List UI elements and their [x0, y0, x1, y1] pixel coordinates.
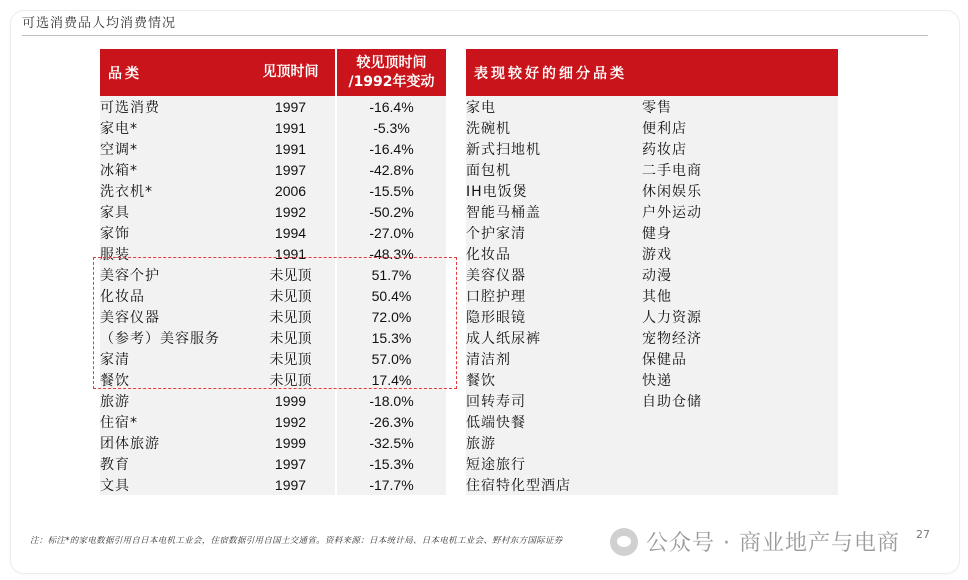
- category-name: 家具: [100, 201, 246, 222]
- table-row: [100, 285, 446, 306]
- peak-year: 1992: [246, 201, 336, 222]
- subcategory-left: 洗碗机: [466, 117, 642, 138]
- change-value: -32.5%: [336, 432, 446, 453]
- table-row: [466, 264, 838, 285]
- subcategory-left: 化妆品: [466, 243, 642, 264]
- subcategory-right: 宠物经济: [642, 327, 838, 348]
- subcategory-right: 自助仓储: [642, 390, 838, 411]
- header-category: 品类: [100, 49, 246, 96]
- table-row: [466, 453, 838, 474]
- category-name: 教育: [100, 453, 246, 474]
- peak-year: 未见顶: [246, 264, 336, 285]
- subcategory-left: IH电饭煲: [466, 180, 642, 201]
- peak-year: 1997: [246, 96, 336, 117]
- table-row: [100, 453, 446, 474]
- table-row: [466, 180, 838, 201]
- subcategory-right: 游戏: [642, 243, 838, 264]
- peak-year: 1991: [246, 243, 336, 264]
- header-change-line2: /1992年变动: [348, 73, 435, 90]
- change-value: -15.3%: [336, 453, 446, 474]
- category-name: 家清: [100, 348, 246, 369]
- peak-year: 1991: [246, 138, 336, 159]
- subcategory-right: 动漫: [642, 264, 838, 285]
- category-name: 洗衣机*: [100, 180, 246, 201]
- table-row: [100, 474, 446, 495]
- page-title: 可选消费品人均消费情况: [22, 16, 177, 31]
- subcategory-left: 口腔护理: [466, 285, 642, 306]
- peak-year: 未见顶: [246, 285, 336, 306]
- category-name: 团体旅游: [100, 432, 246, 453]
- table-row: [466, 117, 838, 138]
- change-value: 17.4%: [336, 369, 446, 390]
- change-value: 51.7%: [336, 264, 446, 285]
- subcategory-right: 药妆店: [642, 138, 838, 159]
- table-row: [466, 411, 838, 432]
- category-name: 家电*: [100, 117, 246, 138]
- peak-year: 未见顶: [246, 306, 336, 327]
- subcategory-right: [642, 411, 838, 432]
- change-value: 57.0%: [336, 348, 446, 369]
- table-row: [100, 369, 446, 390]
- table-row: [100, 117, 446, 138]
- change-value: -48.3%: [336, 243, 446, 264]
- peak-year: 1999: [246, 390, 336, 411]
- peak-year: 1997: [246, 453, 336, 474]
- table-row: [466, 432, 838, 453]
- table-row: [100, 159, 446, 180]
- peak-year: 1991: [246, 117, 336, 138]
- change-value: -26.3%: [336, 411, 446, 432]
- wechat-logo-icon: [610, 528, 638, 556]
- table-row: [100, 243, 446, 264]
- peak-year: 未见顶: [246, 369, 336, 390]
- footnote: 注：标注*的家电数据引用自日本电机工业会，住宿数据引用自国土交通省。资料来源：日本统计局、日本电机工业会、野村东方国际证券: [30, 536, 563, 546]
- subcategory-left: 清洁剂: [466, 348, 642, 369]
- subcategory-left: 住宿特化型酒店: [466, 474, 642, 495]
- table-row: [466, 348, 838, 369]
- watermark: [610, 526, 900, 557]
- page-number: 27: [916, 528, 930, 541]
- category-name: 住宿*: [100, 411, 246, 432]
- subcategory-left: 短途旅行: [466, 453, 642, 474]
- table-row: [100, 222, 446, 243]
- subcategory-left: 智能马桶盖: [466, 201, 642, 222]
- change-value: -42.8%: [336, 159, 446, 180]
- subcategory-left: 家电: [466, 96, 642, 117]
- table-header-row: [466, 49, 838, 96]
- category-name: 可选消费: [100, 96, 246, 117]
- category-name: 空调*: [100, 138, 246, 159]
- change-value: -27.0%: [336, 222, 446, 243]
- subcategory-right: 健身: [642, 222, 838, 243]
- subcategory-left: 成人纸尿裤: [466, 327, 642, 348]
- peak-year: 1997: [246, 159, 336, 180]
- category-name: 旅游: [100, 390, 246, 411]
- table-row: [466, 327, 838, 348]
- change-value: -5.3%: [336, 117, 446, 138]
- change-value: -16.4%: [336, 138, 446, 159]
- category-name: 文具: [100, 474, 246, 495]
- subcategory-right: [642, 453, 838, 474]
- header-top-subcategories: 表现较好的细分品类: [466, 49, 838, 96]
- change-value: 72.0%: [336, 306, 446, 327]
- table-row: [100, 96, 446, 117]
- subcategory-left: 回转寿司: [466, 390, 642, 411]
- subcategory-left: 低端快餐: [466, 411, 642, 432]
- subcategory-right: [642, 474, 838, 495]
- table-row: [466, 474, 838, 495]
- change-value: 15.3%: [336, 327, 446, 348]
- header-change-line1: 较见顶时间: [356, 54, 427, 71]
- table-row: [100, 348, 446, 369]
- category-name: （参考）美容服务: [100, 327, 246, 348]
- change-value: -15.5%: [336, 180, 446, 201]
- table-row: [466, 306, 838, 327]
- subcategory-left: 隐形眼镜: [466, 306, 642, 327]
- table-row: [100, 138, 446, 159]
- subcategory-right: 户外运动: [642, 201, 838, 222]
- table-header-row: [100, 49, 446, 96]
- category-name: 化妆品: [100, 285, 246, 306]
- subcategory-left: 美容仪器: [466, 264, 642, 285]
- subcategory-right: 二手电商: [642, 159, 838, 180]
- change-value: -17.7%: [336, 474, 446, 495]
- table-row: [466, 222, 838, 243]
- table-row: [100, 390, 446, 411]
- subcategory-right: 其他: [642, 285, 838, 306]
- subcategory-right: 快递: [642, 369, 838, 390]
- subcategory-right: 保健品: [642, 348, 838, 369]
- category-name: 家饰: [100, 222, 246, 243]
- subcategory-right: 休闲娱乐: [642, 180, 838, 201]
- peak-year: 未见顶: [246, 348, 336, 369]
- peak-year: 1997: [246, 474, 336, 495]
- category-name: 美容仪器: [100, 306, 246, 327]
- table-row: [466, 201, 838, 222]
- change-value: -50.2%: [336, 201, 446, 222]
- table-row: [466, 96, 838, 117]
- table-row: [100, 264, 446, 285]
- table-row: [466, 159, 838, 180]
- subcategory-right: 零售: [642, 96, 838, 117]
- peak-year: 1999: [246, 432, 336, 453]
- category-peak-table: [100, 49, 446, 495]
- category-name: 服装: [100, 243, 246, 264]
- table-row: [466, 369, 838, 390]
- table-row: [100, 327, 446, 348]
- header-change: [336, 49, 446, 96]
- category-name: 美容个护: [100, 264, 246, 285]
- change-value: -16.4%: [336, 96, 446, 117]
- table-row: [466, 138, 838, 159]
- subcategory-left: 新式扫地机: [466, 138, 642, 159]
- peak-year: 未见顶: [246, 327, 336, 348]
- watermark-text: 公众号 · 商业地产与电商: [646, 531, 900, 556]
- title-divider: [22, 35, 928, 36]
- subcategory-left: 餐饮: [466, 369, 642, 390]
- table-row: [100, 201, 446, 222]
- subcategory-right: [642, 432, 838, 453]
- subcategory-right: 便利店: [642, 117, 838, 138]
- subcategory-right: 人力资源: [642, 306, 838, 327]
- table-row: [100, 411, 446, 432]
- category-name: 冰箱*: [100, 159, 246, 180]
- peak-year: 1994: [246, 222, 336, 243]
- table-row: [466, 243, 838, 264]
- table-row: [466, 390, 838, 411]
- category-name: 餐饮: [100, 369, 246, 390]
- table-row: [100, 180, 446, 201]
- peak-year: 2006: [246, 180, 336, 201]
- table-row: [466, 285, 838, 306]
- subcategory-left: 个护家清: [466, 222, 642, 243]
- top-subcategories-table: [466, 49, 838, 495]
- table-row: [100, 432, 446, 453]
- change-value: 50.4%: [336, 285, 446, 306]
- change-value: -18.0%: [336, 390, 446, 411]
- table-row: [100, 306, 446, 327]
- subcategory-left: 面包机: [466, 159, 642, 180]
- header-peak-time: 见顶时间: [246, 49, 336, 96]
- subcategory-left: 旅游: [466, 432, 642, 453]
- peak-year: 1992: [246, 411, 336, 432]
